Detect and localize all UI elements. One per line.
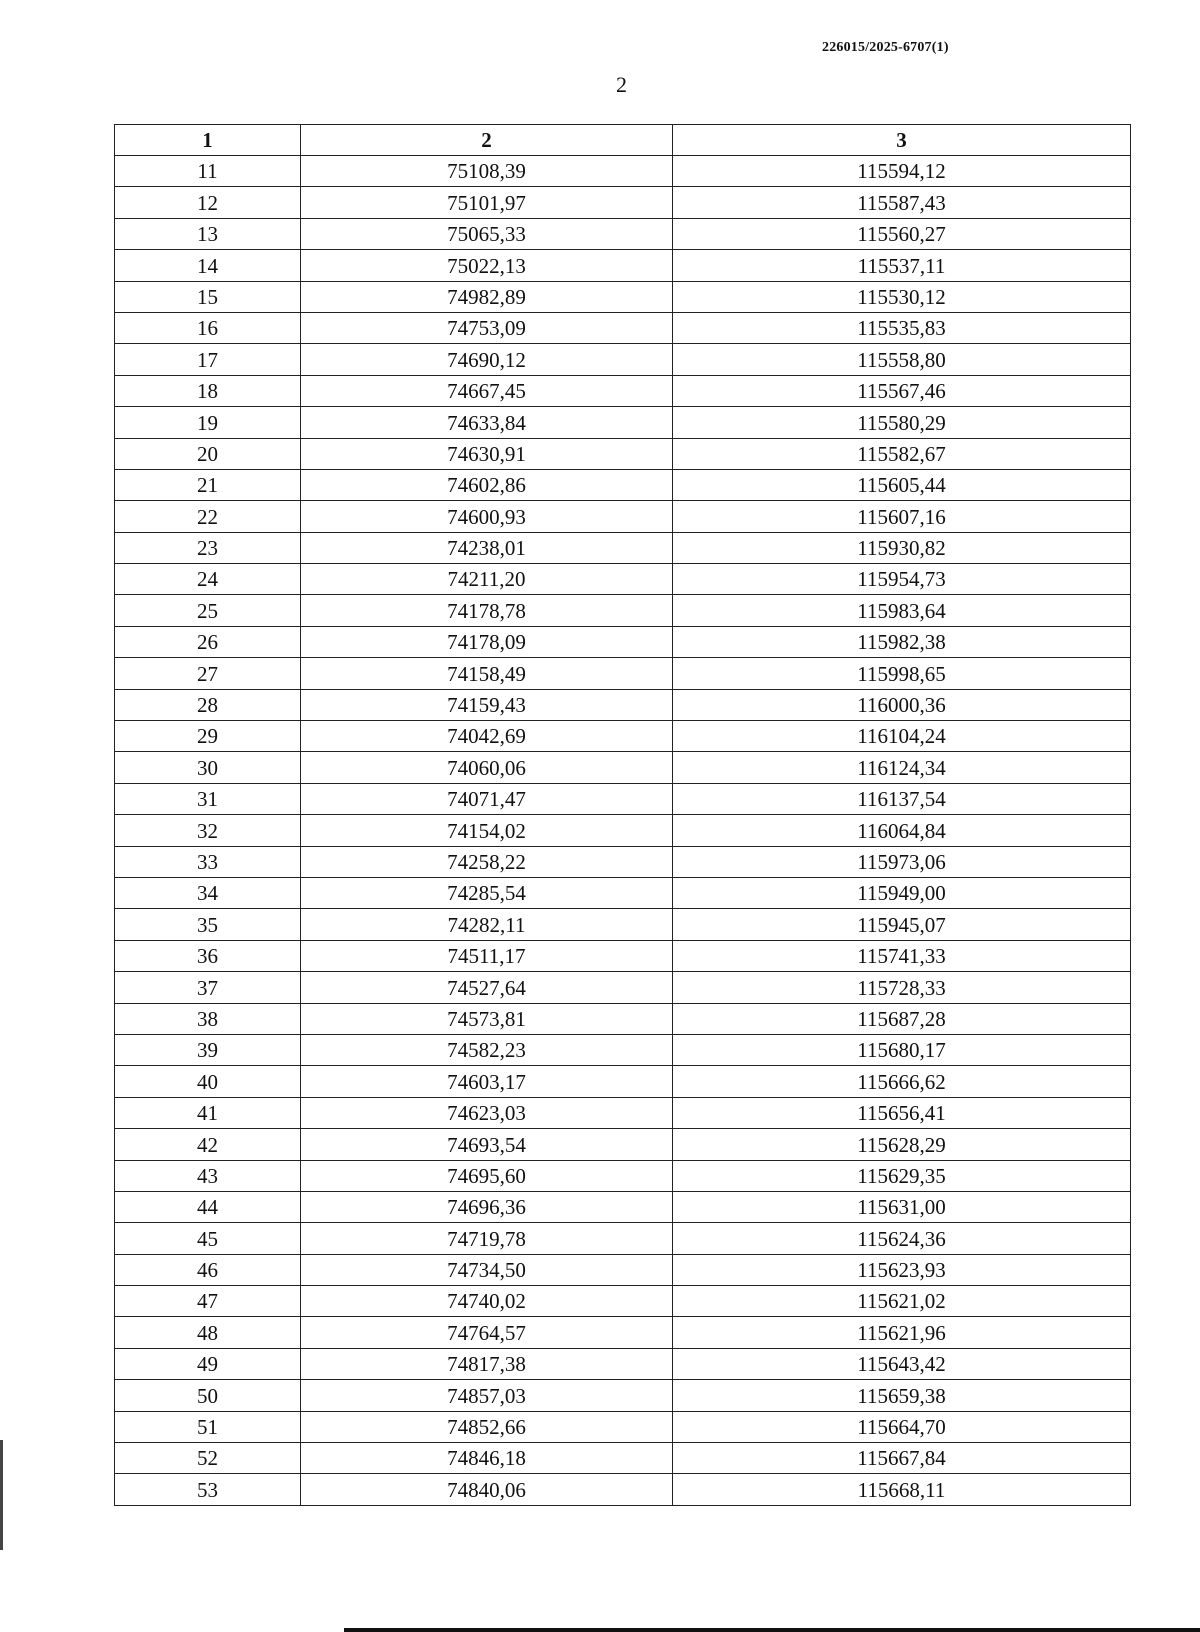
x-coordinate-cell: 74573,81 [301, 1003, 673, 1034]
x-coordinate-cell: 74178,09 [301, 626, 673, 657]
point-number-cell: 25 [115, 595, 301, 626]
table-row [115, 250, 1131, 281]
point-number-cell: 47 [115, 1286, 301, 1317]
point-number-cell: 12 [115, 187, 301, 218]
table-row [115, 846, 1131, 877]
x-coordinate-cell: 74158,49 [301, 658, 673, 689]
table-row [115, 940, 1131, 971]
table-row [115, 1380, 1131, 1411]
y-coordinate-cell: 115628,29 [673, 1129, 1131, 1160]
x-coordinate-cell: 74159,43 [301, 689, 673, 720]
x-coordinate-cell: 74690,12 [301, 344, 673, 375]
point-number-cell: 46 [115, 1254, 301, 1285]
x-coordinate-cell: 74282,11 [301, 909, 673, 940]
x-coordinate-cell: 74602,86 [301, 469, 673, 500]
table-row [115, 218, 1131, 249]
table-row [115, 187, 1131, 218]
y-coordinate-cell: 115624,36 [673, 1223, 1131, 1254]
x-coordinate-cell: 74623,03 [301, 1097, 673, 1128]
y-coordinate-cell: 116000,36 [673, 689, 1131, 720]
point-number-cell: 37 [115, 972, 301, 1003]
page-number: 2 [616, 72, 627, 97]
y-coordinate-cell: 116137,54 [673, 783, 1131, 814]
x-coordinate-cell: 74238,01 [301, 532, 673, 563]
point-number-cell: 42 [115, 1129, 301, 1160]
table-row [115, 1348, 1131, 1379]
table-row [115, 972, 1131, 1003]
table-body [115, 156, 1131, 1506]
y-coordinate-cell: 115659,38 [673, 1380, 1131, 1411]
coordinates-table [114, 124, 1131, 1506]
y-coordinate-cell: 115666,62 [673, 1066, 1131, 1097]
y-coordinate-cell: 115656,41 [673, 1097, 1131, 1128]
table-row [115, 501, 1131, 532]
table-row [115, 438, 1131, 469]
point-number-cell: 23 [115, 532, 301, 563]
column-header-3: 3 [673, 125, 1131, 156]
table-row [115, 815, 1131, 846]
table-row [115, 689, 1131, 720]
y-coordinate-cell: 115530,12 [673, 281, 1131, 312]
y-coordinate-cell: 115621,96 [673, 1317, 1131, 1348]
x-coordinate-cell: 74740,02 [301, 1286, 673, 1317]
y-coordinate-cell: 115535,83 [673, 312, 1131, 343]
point-number-cell: 20 [115, 438, 301, 469]
y-coordinate-cell: 115567,46 [673, 375, 1131, 406]
x-coordinate-cell: 75108,39 [301, 156, 673, 187]
point-number-cell: 28 [115, 689, 301, 720]
table-row [115, 1317, 1131, 1348]
point-number-cell: 43 [115, 1160, 301, 1191]
point-number-cell: 49 [115, 1348, 301, 1379]
y-coordinate-cell: 115949,00 [673, 877, 1131, 908]
point-number-cell: 16 [115, 312, 301, 343]
x-coordinate-cell: 74695,60 [301, 1160, 673, 1191]
y-coordinate-cell: 115945,07 [673, 909, 1131, 940]
table-header-row [115, 125, 1131, 156]
y-coordinate-cell: 116124,34 [673, 752, 1131, 783]
y-coordinate-cell: 115582,67 [673, 438, 1131, 469]
x-coordinate-cell: 74527,64 [301, 972, 673, 1003]
y-coordinate-cell: 115930,82 [673, 532, 1131, 563]
x-coordinate-cell: 74846,18 [301, 1443, 673, 1474]
column-header-2: 2 [301, 125, 673, 156]
scan-edge-mark [0, 1440, 3, 1550]
y-coordinate-cell: 116104,24 [673, 721, 1131, 752]
y-coordinate-cell: 115687,28 [673, 1003, 1131, 1034]
table-row [115, 1034, 1131, 1065]
x-coordinate-cell: 74285,54 [301, 877, 673, 908]
table-row [115, 721, 1131, 752]
x-coordinate-cell: 74840,06 [301, 1474, 673, 1505]
table-row [115, 312, 1131, 343]
table-row [115, 469, 1131, 500]
table-row [115, 1443, 1131, 1474]
y-coordinate-cell: 115973,06 [673, 846, 1131, 877]
table-row [115, 909, 1131, 940]
x-coordinate-cell: 74603,17 [301, 1066, 673, 1097]
point-number-cell: 40 [115, 1066, 301, 1097]
table-row [115, 1066, 1131, 1097]
table-row [115, 1254, 1131, 1285]
point-number-cell: 36 [115, 940, 301, 971]
y-coordinate-cell: 116064,84 [673, 815, 1131, 846]
point-number-cell: 48 [115, 1317, 301, 1348]
document-number: 226015/2025-6707(1) [822, 40, 949, 55]
table-row [115, 1191, 1131, 1222]
table-row [115, 1003, 1131, 1034]
y-coordinate-cell: 115560,27 [673, 218, 1131, 249]
table-row [115, 564, 1131, 595]
point-number-cell: 11 [115, 156, 301, 187]
y-coordinate-cell: 115629,35 [673, 1160, 1131, 1191]
point-number-cell: 52 [115, 1443, 301, 1474]
x-coordinate-cell: 74633,84 [301, 407, 673, 438]
table-row [115, 532, 1131, 563]
point-number-cell: 18 [115, 375, 301, 406]
point-number-cell: 39 [115, 1034, 301, 1065]
table-row [115, 658, 1131, 689]
y-coordinate-cell: 115668,11 [673, 1474, 1131, 1505]
point-number-cell: 19 [115, 407, 301, 438]
x-coordinate-cell: 74582,23 [301, 1034, 673, 1065]
x-coordinate-cell: 74817,38 [301, 1348, 673, 1379]
point-number-cell: 50 [115, 1380, 301, 1411]
x-coordinate-cell: 75022,13 [301, 250, 673, 281]
x-coordinate-cell: 74696,36 [301, 1191, 673, 1222]
point-number-cell: 44 [115, 1191, 301, 1222]
x-coordinate-cell: 74630,91 [301, 438, 673, 469]
y-coordinate-cell: 115728,33 [673, 972, 1131, 1003]
y-coordinate-cell: 115558,80 [673, 344, 1131, 375]
point-number-cell: 26 [115, 626, 301, 657]
point-number-cell: 27 [115, 658, 301, 689]
point-number-cell: 21 [115, 469, 301, 500]
x-coordinate-cell: 74764,57 [301, 1317, 673, 1348]
y-coordinate-cell: 115594,12 [673, 156, 1131, 187]
y-coordinate-cell: 115537,11 [673, 250, 1131, 281]
y-coordinate-cell: 115983,64 [673, 595, 1131, 626]
point-number-cell: 13 [115, 218, 301, 249]
table-row [115, 1160, 1131, 1191]
table-row [115, 595, 1131, 626]
table-row [115, 752, 1131, 783]
point-number-cell: 22 [115, 501, 301, 532]
y-coordinate-cell: 115607,16 [673, 501, 1131, 532]
bottom-rule [344, 1628, 1200, 1632]
table-row [115, 407, 1131, 438]
point-number-cell: 51 [115, 1411, 301, 1442]
table-row [115, 1411, 1131, 1442]
x-coordinate-cell: 74982,89 [301, 281, 673, 312]
point-number-cell: 33 [115, 846, 301, 877]
x-coordinate-cell: 74211,20 [301, 564, 673, 595]
table-row [115, 783, 1131, 814]
x-coordinate-cell: 74734,50 [301, 1254, 673, 1285]
y-coordinate-cell: 115680,17 [673, 1034, 1131, 1065]
x-coordinate-cell: 74154,02 [301, 815, 673, 846]
table-row [115, 877, 1131, 908]
y-coordinate-cell: 115621,02 [673, 1286, 1131, 1317]
x-coordinate-cell: 74753,09 [301, 312, 673, 343]
table-row [115, 1286, 1131, 1317]
y-coordinate-cell: 115954,73 [673, 564, 1131, 595]
y-coordinate-cell: 115623,93 [673, 1254, 1131, 1285]
y-coordinate-cell: 115982,38 [673, 626, 1131, 657]
x-coordinate-cell: 75101,97 [301, 187, 673, 218]
y-coordinate-cell: 115580,29 [673, 407, 1131, 438]
point-number-cell: 30 [115, 752, 301, 783]
x-coordinate-cell: 74600,93 [301, 501, 673, 532]
y-coordinate-cell: 115667,84 [673, 1443, 1131, 1474]
point-number-cell: 53 [115, 1474, 301, 1505]
table-row [115, 156, 1131, 187]
x-coordinate-cell: 74071,47 [301, 783, 673, 814]
x-coordinate-cell: 74852,66 [301, 1411, 673, 1442]
point-number-cell: 45 [115, 1223, 301, 1254]
x-coordinate-cell: 74693,54 [301, 1129, 673, 1160]
table-row [115, 1223, 1131, 1254]
x-coordinate-cell: 74857,03 [301, 1380, 673, 1411]
y-coordinate-cell: 115587,43 [673, 187, 1131, 218]
x-coordinate-cell: 74511,17 [301, 940, 673, 971]
table-row [115, 344, 1131, 375]
point-number-cell: 34 [115, 877, 301, 908]
x-coordinate-cell: 74060,06 [301, 752, 673, 783]
y-coordinate-cell: 115741,33 [673, 940, 1131, 971]
point-number-cell: 35 [115, 909, 301, 940]
table-row [115, 1129, 1131, 1160]
point-number-cell: 17 [115, 344, 301, 375]
y-coordinate-cell: 115631,00 [673, 1191, 1131, 1222]
table-row [115, 1474, 1131, 1505]
y-coordinate-cell: 115605,44 [673, 469, 1131, 500]
point-number-cell: 38 [115, 1003, 301, 1034]
y-coordinate-cell: 115664,70 [673, 1411, 1131, 1442]
point-number-cell: 15 [115, 281, 301, 312]
y-coordinate-cell: 115643,42 [673, 1348, 1131, 1379]
table-row [115, 375, 1131, 406]
point-number-cell: 31 [115, 783, 301, 814]
y-coordinate-cell: 115998,65 [673, 658, 1131, 689]
x-coordinate-cell: 74719,78 [301, 1223, 673, 1254]
point-number-cell: 14 [115, 250, 301, 281]
table-row [115, 281, 1131, 312]
column-header-1: 1 [115, 125, 301, 156]
table-row [115, 1097, 1131, 1128]
x-coordinate-cell: 75065,33 [301, 218, 673, 249]
point-number-cell: 29 [115, 721, 301, 752]
x-coordinate-cell: 74042,69 [301, 721, 673, 752]
point-number-cell: 24 [115, 564, 301, 595]
x-coordinate-cell: 74667,45 [301, 375, 673, 406]
point-number-cell: 32 [115, 815, 301, 846]
point-number-cell: 41 [115, 1097, 301, 1128]
table-row [115, 626, 1131, 657]
x-coordinate-cell: 74258,22 [301, 846, 673, 877]
x-coordinate-cell: 74178,78 [301, 595, 673, 626]
